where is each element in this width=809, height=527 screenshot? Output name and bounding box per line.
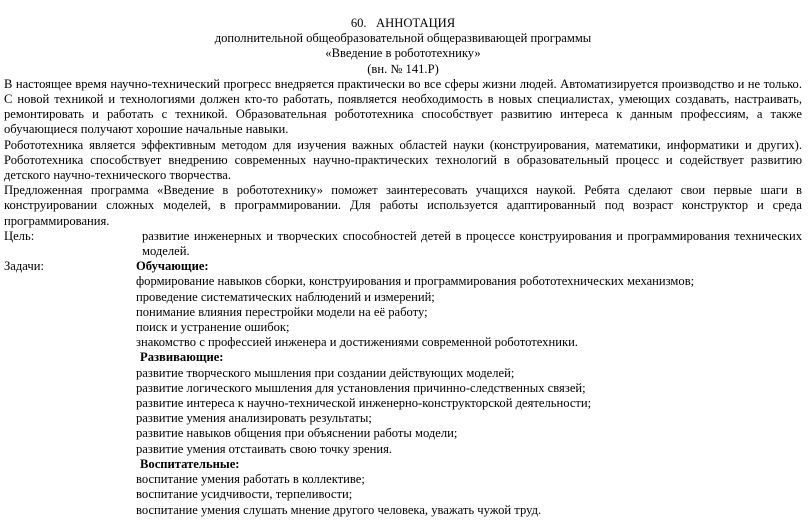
paragraph-intro: В настоящее время научно-технический прогресс внедряется практически во все сферы жизни людей. Автоматизируется производство и не только. С новой техникой и технологиями должен кто-то работать, появляется необходимость в новых специалистах, умеющих создавать, настраивать, ремонтировать и работать с техникой. Образовательная робототехника способствует развитию интереса к данным профессиям, а также обучающиеся получают хорошие начальные навыки. [4, 76, 802, 137]
list-item: развитие навыков общения при объяснении работы модели; [136, 426, 458, 441]
list-item: проведение систематических наблюдений и измерений; [136, 289, 435, 304]
list-item: воспитание умения слушать мнение другого человека, уважать чужой труд. [136, 502, 542, 517]
tasks-content [136, 259, 802, 517]
list-item: знакомство с профессией инженера и достижениями современной робототехники. [136, 335, 578, 350]
list-item: развитие умения отстаивать свою точку зрения. [136, 441, 393, 456]
tasks-label: Задачи: [4, 259, 44, 274]
list-item: развитие умения анализировать результаты; [136, 411, 372, 426]
paragraph-robotics-method: Робототехника является эффективным методом для изучения важных областей науки (конструирования, математики, информатики и других). Робототехника способствует внедрению современных научно-практических технологий в образовательный процесс и содействует развитию детского научно-технического творчества. [4, 137, 802, 183]
list-item: поиск и устранение ошибок; [136, 320, 290, 335]
list-item: развитие интереса к научно-технической инженерно-конструкторской деятельности; [136, 396, 592, 411]
tasks-group-heading-learning: Обучающие: [136, 259, 209, 274]
goal-text: развитие инженерных и творческих способностей детей в процессе конструирования и программирования технических моделей. [142, 228, 802, 259]
paragraph-program-offer: Предложенная программа «Введение в робототехнику» поможет заинтересовать учащихся наукой. Ребята сделают свои первые шаги в конструировании сложных моделей, в программировании. Для работы используется адаптированный под возраст конструктор и среда программирования. [4, 183, 802, 228]
tasks-group-heading-upbringing: Воспитательные: [140, 456, 240, 471]
list-item: воспитание усидчивости, терпеливости; [136, 487, 353, 502]
program-version: (вн. № 141.Р) [367, 61, 439, 76]
annotation-page [4, 16, 802, 518]
section-number: 60. [350, 16, 367, 30]
tasks-row [4, 259, 802, 517]
goal-label: Цель: [4, 228, 35, 243]
program-name: «Введение в робототехнику» [325, 46, 481, 61]
program-subtitle: дополнительной общеобразовательной общеразвивающей программы [214, 31, 592, 46]
list-item: понимание влияния перестройки модели на её работу; [136, 304, 428, 319]
list-item: воспитание умения работать в коллективе; [136, 472, 365, 487]
goal-row [4, 229, 802, 259]
list-item: формирование навыков сборки, конструирования и программирования робототехнических механизмов; [136, 274, 695, 289]
page-title: АННОТАЦИЯ [376, 16, 456, 30]
annotation-heading [4, 16, 802, 31]
list-item: развитие творческого мышления при создании действующих моделей; [136, 365, 515, 380]
tasks-group-heading-developing: Развивающие: [140, 350, 224, 365]
list-item: развитие логического мышления для установления причинно-следственных связей; [136, 380, 586, 395]
